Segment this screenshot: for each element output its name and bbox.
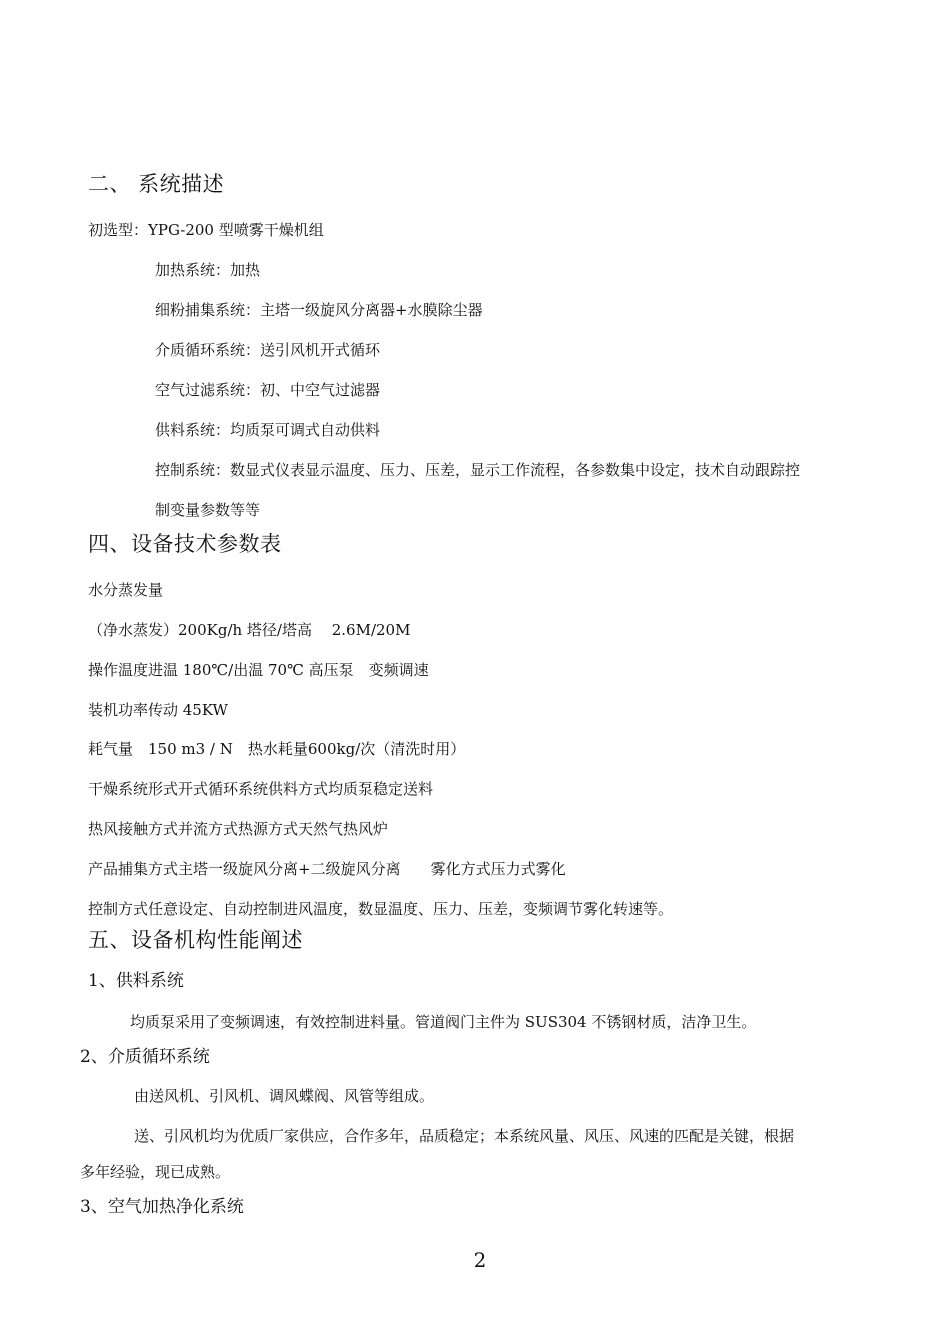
param-row: 热风接触方式并流方式热源方式天然气热风炉: [88, 820, 389, 838]
subsection-2-paragraph-2-cont: 多年经验，现已成熟。: [80, 1163, 231, 1181]
subsection-2-paragraph-1: 由送风机、引风机、调风蝶阀、风管等组成。: [134, 1087, 435, 1105]
page-number: 2: [473, 1248, 487, 1272]
system-item-control-cont: 制变量参数等等: [155, 501, 261, 519]
param-row: 水分蒸发量: [88, 581, 164, 599]
param-row: 控制方式任意设定、自动控制进风温度，数显温度、压力、压差，变频调节雾化转速等。: [88, 900, 674, 918]
subsection-3-title: 3、空气加热净化系统: [80, 1197, 244, 1217]
section-5-heading: 五、设备机构性能阐述: [88, 928, 303, 952]
system-item-control: 控制系统：数显式仪表显示温度、压力、压差，显示工作流程，各参数集中设定，技术自动跟踪控: [155, 461, 801, 479]
param-row: 产品捕集方式主塔一级旋风分离+二级旋风分离 雾化方式压力式雾化: [88, 860, 566, 878]
param-row: （净水蒸发）200Kg/h 塔径/塔高 2.6M/20M: [88, 621, 411, 639]
system-item-heating: 加热系统：加热: [155, 261, 261, 279]
param-row: 操作温度进温 180℃/出温 70℃ 高压泵 变频调速: [88, 661, 429, 679]
param-row: 耗气量 150 m3 / N 热水耗量600kg/次（清洗时用）: [88, 740, 466, 758]
subsection-1-paragraph: 均质泵采用了变频调速，有效控制进料量。管道阀门主件为 SUS304 不锈钢材质，洁净卫生。: [130, 1013, 757, 1031]
param-row: 干燥系统形式开式循环系统供料方式均质泵稳定送料: [88, 780, 434, 798]
system-item-circulation: 介质循环系统：送引风机开式循环: [155, 341, 381, 359]
subsection-1-title: 1、供料系统: [88, 971, 184, 991]
system-item-dust-capture: 细粉捕集系统：主塔一级旋风分离器+水膜除尘器: [155, 301, 483, 319]
section-4-heading: 四、设备技术参数表: [88, 532, 282, 556]
section-2-intro: 初选型：YPG-200 型喷雾干燥机组: [88, 221, 324, 239]
section-2-heading: 二、 系统描述: [88, 172, 225, 196]
system-item-air-filter: 空气过滤系统：初、中空气过滤器: [155, 381, 381, 399]
system-item-feeding: 供料系统：均质泵可调式自动供料: [155, 421, 381, 439]
subsection-2-title: 2、介质循环系统: [80, 1047, 210, 1067]
subsection-2-paragraph-2: 送、引风机均为优质厂家供应，合作多年，品质稳定；本系统风量、风压、风速的匹配是关键，根据: [134, 1127, 795, 1145]
param-row: 装机功率传动 45KW: [88, 701, 228, 719]
